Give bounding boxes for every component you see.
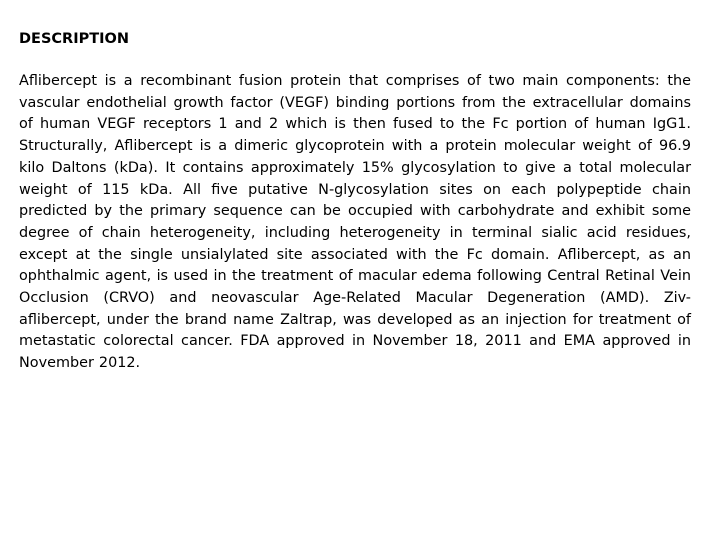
section-heading: DESCRIPTION xyxy=(19,31,129,47)
description-paragraph: Aflibercept is a recombinant fusion protein that comprises of two main components: the vascular endothelial growth factor (VEGF) binding portions from the extracellular domains of human VEGF receptors 1 and 2 which is then fused to the Fc portion of human IgG1. Structurally, Aflibercept is a dimeric glycoprotein with a protein molecular weight of 96.9 kilo Daltons (kDa). It contains approximately 15% glycosylation to give a total molecular weight of 115 kDa. All five putative N-glycosylation sites on each polypeptide chain predicted by the primary sequence can be occupied with carbohydrate and exhibit some degree of chain heterogeneity, including heterogeneity in terminal sialic acid residues, except at the single unsialylated site associated with the Fc domain. Aflibercept, as an ophthalmic agent, is used in the treatment of macular edema following Central Retinal Vein Occlusion (CRVO) and neovascular Age-Related Macular Degeneration (AMD). Ziv-aflibercept, under the brand name Zaltrap, was developed as an injection for treatment of metastatic colorectal cancer. FDA approved in November 18, 2011 and EMA approved in November 2012. xyxy=(19,73,691,372)
